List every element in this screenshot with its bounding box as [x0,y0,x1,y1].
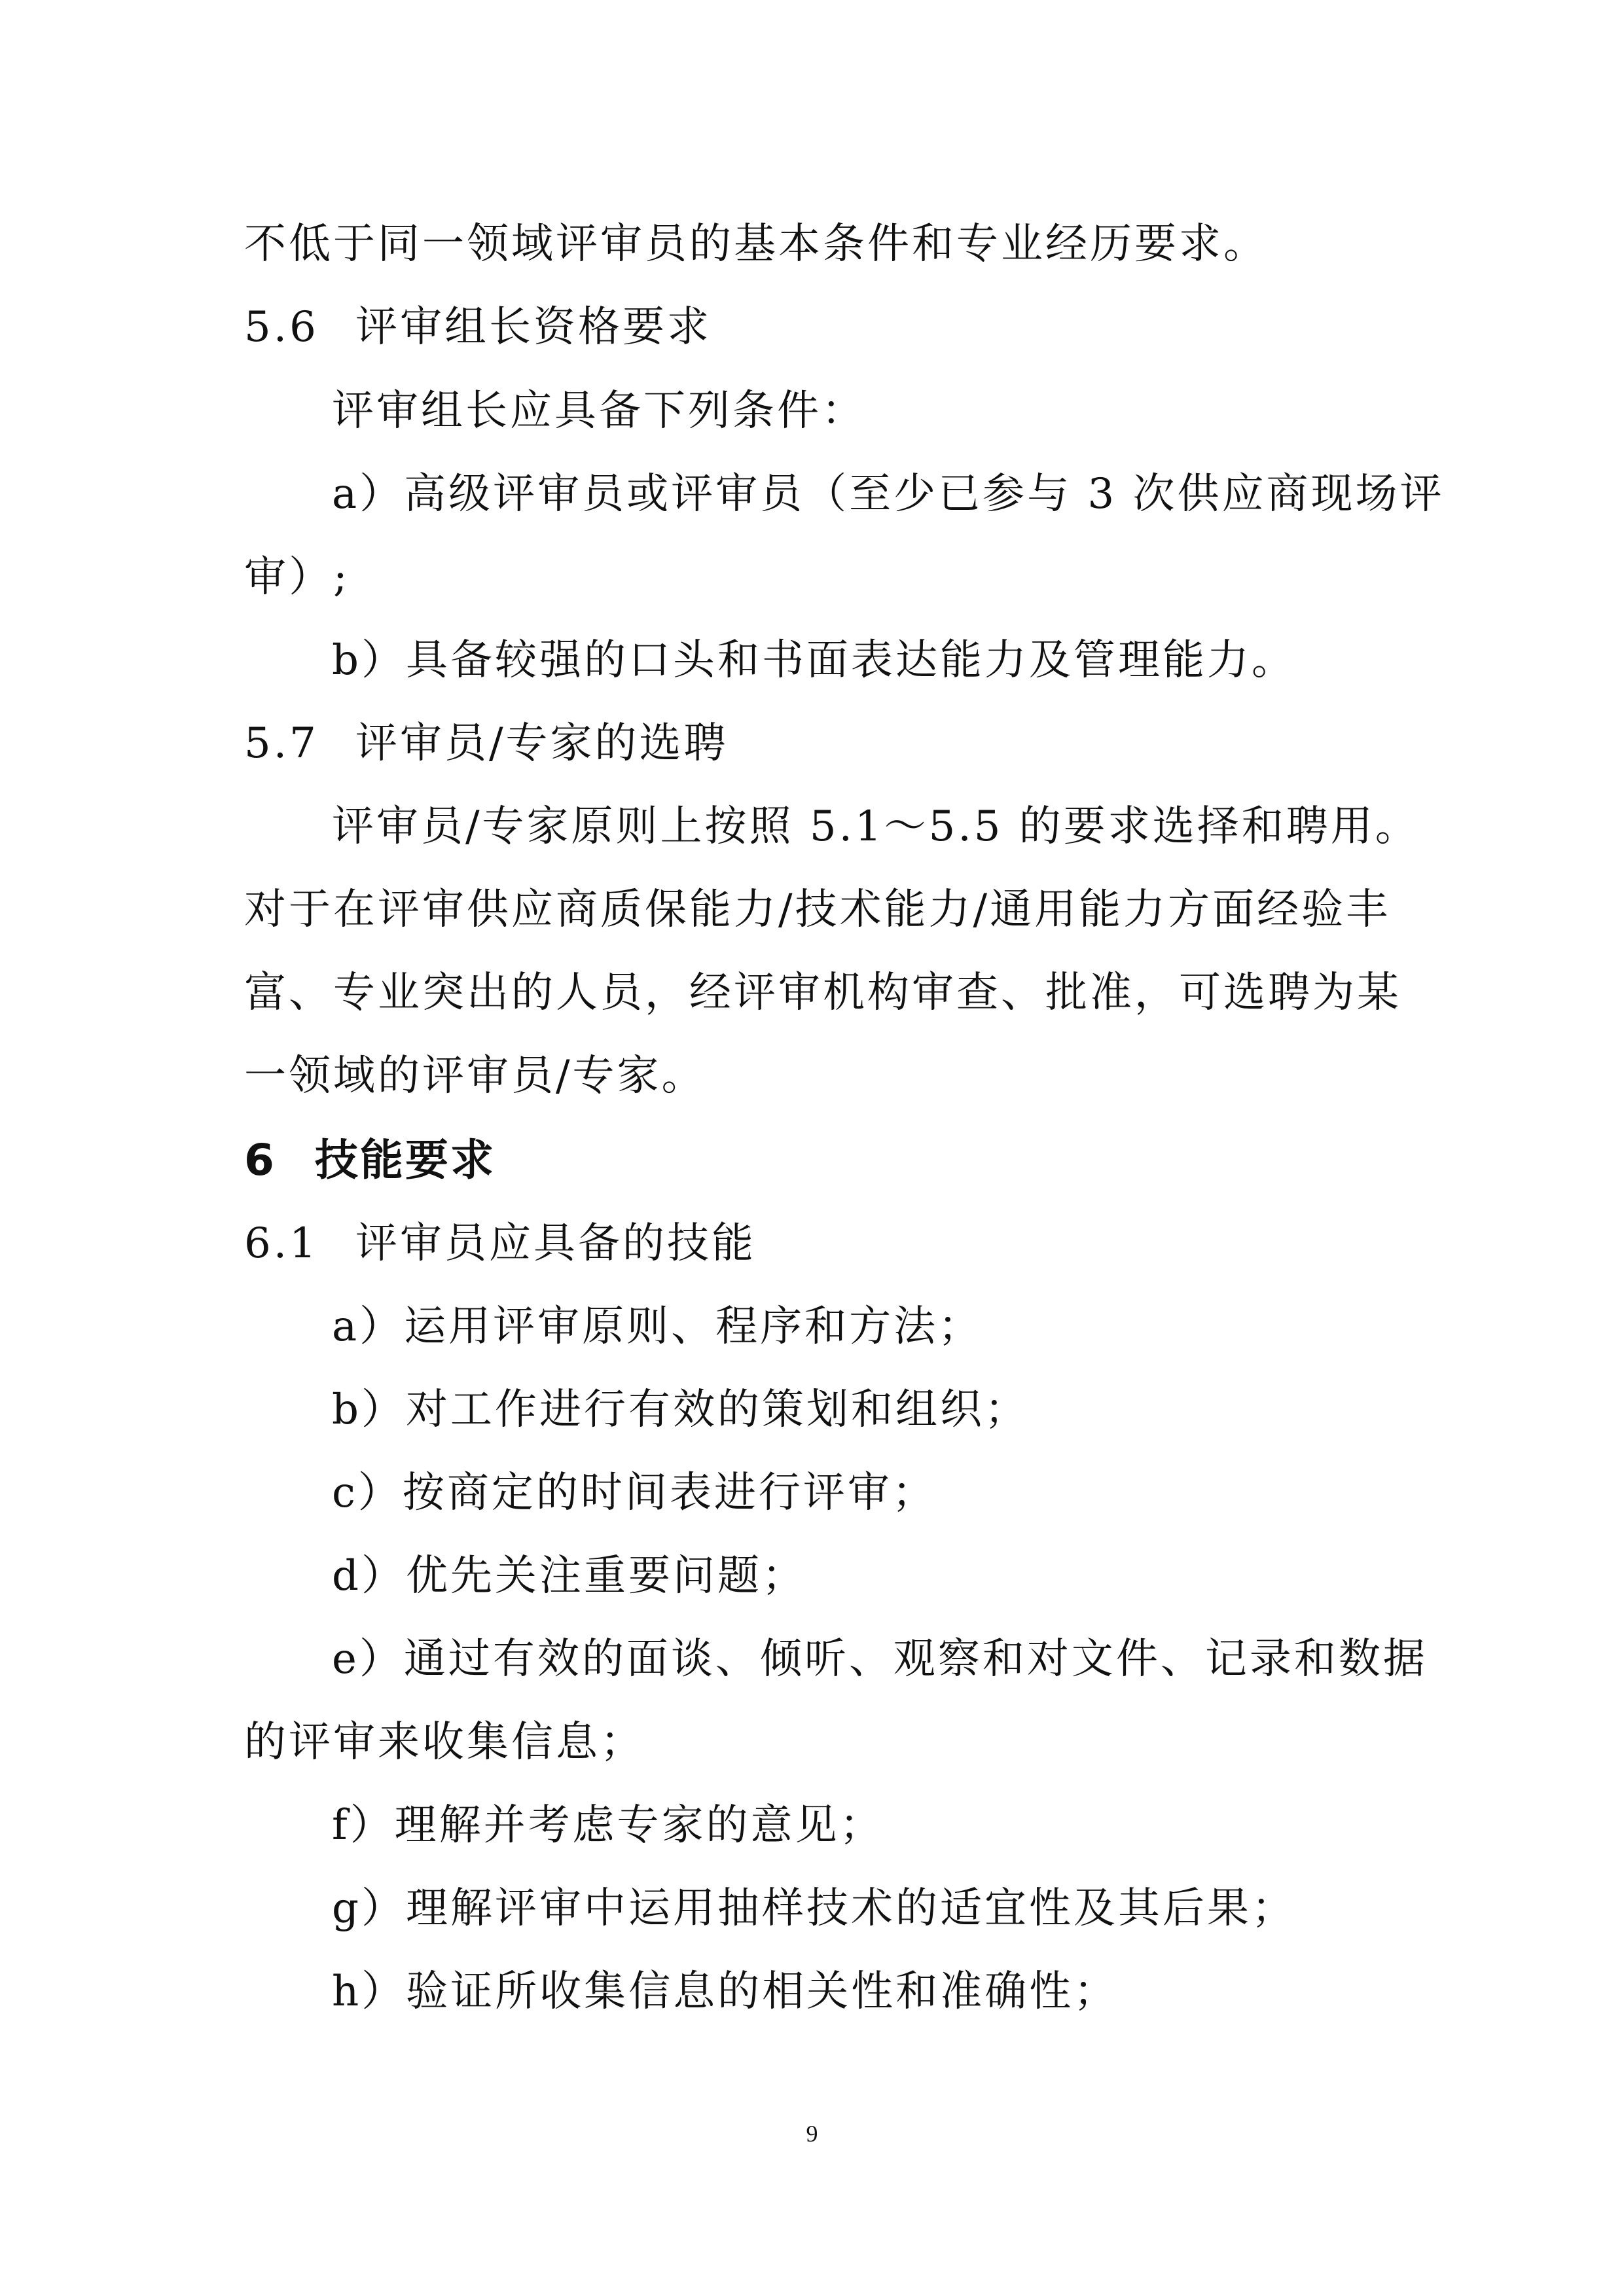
section-title: 评审组长资格要求 [355,303,712,351]
paragraph-line: 对于在评审供应商质保能力/技术能力/通用能力方面经验丰 [244,886,1391,934]
page-number: 9 [806,2121,818,2147]
paragraph-line: 评审组长应具备下列条件： [332,387,866,435]
section-title: 评审员/专家的选聘 [355,719,729,768]
paragraph-line: 评审员/专家原则上按照 5.1～5.5 的要求选择和聘用。 [332,802,1420,851]
paragraph-line: 不低于同一领域评审员的基本条件和专业经历要求。 [244,220,1268,268]
paragraph-line: 一领域的评审员/专家。 [244,1052,706,1100]
chapter-number: 6 [244,1135,276,1185]
list-item-e-continued: 的评审来收集信息； [244,1718,645,1767]
list-item-c: c）按商定的时间表进行评审； [332,1469,937,1517]
list-item-h: h）验证所收集信息的相关性和准确性； [332,1967,1119,2016]
list-item-b: b）具备较强的口头和书面表达能力及管理能力。 [332,636,1296,685]
chapter-title: 技能要求 [315,1135,496,1185]
list-item-f: f）理解并考虑专家的意见； [332,1801,884,1850]
paragraph-line: 富、专业突出的人员，经评审机构审查、批准，可选聘为某 [244,969,1401,1017]
section-heading-6-1 [244,1217,756,1270]
section-number: 6.1 [244,1219,319,1268]
section-heading-5-7 [244,717,729,770]
section-title: 评审员应具备的技能 [355,1219,756,1268]
chapter-heading-6 [244,1134,496,1187]
list-item-a-continued: 审）; [244,553,350,601]
list-item-e: e）通过有效的面谈、倾听、观察和对文件、记录和数据 [332,1635,1428,1683]
section-number: 5.7 [244,719,319,768]
list-item-a: a）运用评审原则、程序和方法； [332,1302,983,1351]
list-item-b: b）对工作进行有效的策划和组织； [332,1386,1029,1434]
section-heading-5-6 [244,301,712,353]
list-item-d: d）优先关注重要问题； [332,1552,806,1600]
list-item-a: a）高级评审员或评审员（至少已参与 3 次供应商现场评 [332,470,1445,518]
list-item-g: g）理解评审中运用抽样技术的适宜性及其后果； [332,1884,1296,1933]
section-number: 5.6 [244,303,319,351]
